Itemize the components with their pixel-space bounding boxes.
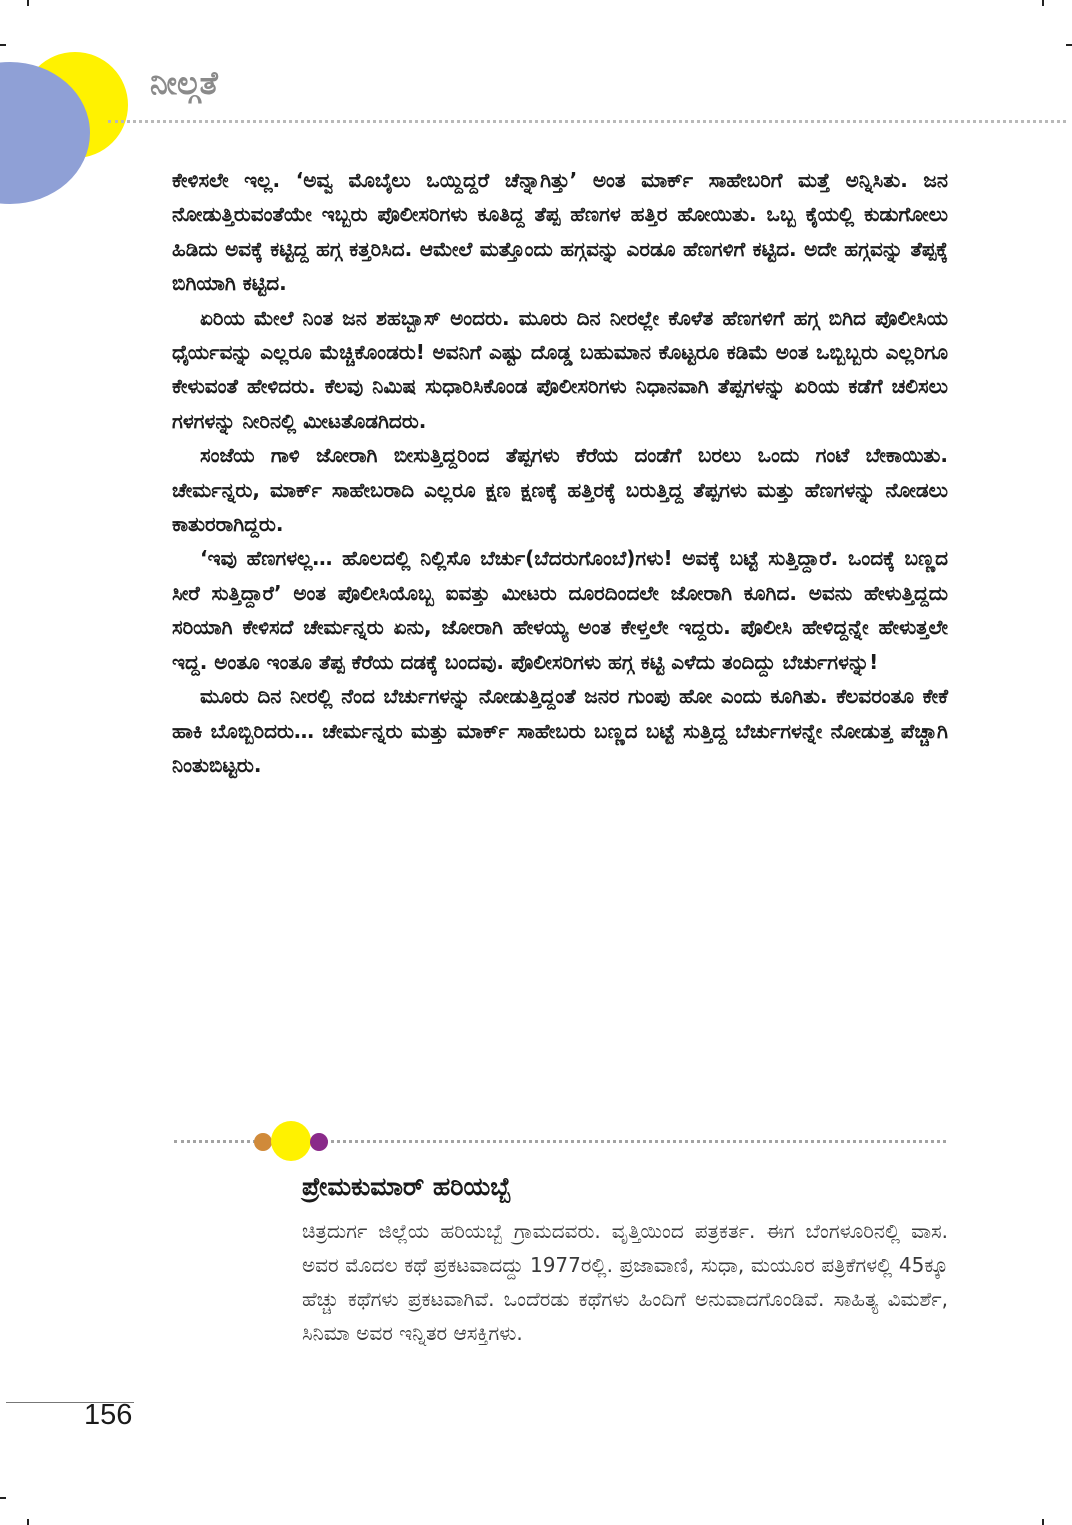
author-bio: ಚಿತ್ರದುರ್ಗ ಜಿಲ್ಲೆಯ ಹರಿಯಬ್ಬೆ ಗ್ರಾಮದವರು. ವೃತ್ತಿಯಿಂದ ಪತ್ರಕರ್ತ. ಈಗ ಬೆಂಗಳೂರಿನಲ್ಲಿ ವಾಸ. ಅವರ ಮೊದಲ ಕಥೆ ಪ್ರಕಟವಾದದ್ದು 1977ರಲ್ಲಿ. ಪ್ರಜಾವಾಣಿ, ಸುಧಾ, ಮಯೂರ ಪತ್ರಿಕೆಗಳಲ್ಲಿ 45ಕ್ಕೂ ಹೆಚ್ಚು ಕಥೆಗಳು ಪ್ರಕಟವಾಗಿವೆ. ಒಂದೆರಡು ಕಥೆಗಳು ಹಿಂದಿಗೆ ಅನುವಾದಗೊಂಡಿವೆ. ಸಾಹಿತ್ಯ ವಿಮರ್ಶೆ, ಸಿನಿಮಾ ಅವರ ಇನ್ನಿತರ ಆಸಕ್ತಿಗಳು. bbox=[302, 1219, 948, 1345]
crop-mark bbox=[0, 1497, 6, 1499]
crop-mark bbox=[1042, 1519, 1044, 1525]
crop-mark bbox=[1042, 0, 1044, 6]
yellow-dot bbox=[271, 1121, 311, 1161]
paragraph: ‘ಇವು ಹೆಣಗಳಲ್ಲ… ಹೊಲದಲ್ಲಿ ನಿಲ್ಲಿಸೊ ಬೆರ್ಚು(ಬೆದರುಗೊಂಬೆ)ಗಳು! ಅವಕ್ಕೆ ಬಟ್ಟೆ ಸುತ್ತಿದ್ದಾರೆ. ಒಂದಕ್ಕೆ ಬಣ್ಣದ ಸೀರೆ ಸುತ್ತಿದ್ದಾರೆ’ ಅಂತ ಪೊಲೀಸಿಯೊಬ್ಬ ಐವತ್ತು ಮೀಟರು ದೂರದಿಂದಲೇ ಜೋರಾಗಿ ಕೂಗಿದ. ಅವನು ಹೇಳುತ್ತಿದ್ದದು ಸರಿಯಾಗಿ ಕೇಳಿಸದೆ ಚೇರ್ಮನ್ನರು ಏನು, ಜೋರಾಗಿ ಹೇಳಯ್ಯ ಅಂತ ಕೇಳ್ತಲೇ ಇದ್ದರು. ಪೊಲೀಸಿ ಹೇಳಿದ್ದನ್ನೇ ಹೇಳುತ್ತಲೇ ಇದ್ದ. ಅಂತೂ ಇಂತೂ ತೆಪ್ಪ ಕೆರೆಯ ದಡಕ್ಕೆ ಬಂದವು. ಪೊಲೀಸರಿಗಳು ಹಗ್ಗ ಕಟ್ಟಿ ಎಳೆದು ತಂದಿದ್ದು ಬೆರ್ಚುಗಳನ್ನು! bbox=[172, 546, 948, 674]
paragraph: ಏರಿಯ ಮೇಲೆ ನಿಂತ ಜನ ಶಹಬ್ಬಾಸ್ ಅಂದರು. ಮೂರು ದಿನ ನೀರಲ್ಲೇ ಕೊಳೆತ ಹೆಣಗಳಿಗೆ ಹಗ್ಗ ಬಿಗಿದ ಪೊಲೀಸಿಯ ಧೈರ್ಯವನ್ನು ಎಲ್ಲರೂ ಮೆಚ್ಚಿಕೊಂಡರು! ಅವನಿಗೆ ಎಷ್ಟು ದೊಡ್ಡ ಬಹುಮಾನ ಕೊಟ್ಟರೂ ಕಡಿಮೆ ಅಂತ ಒಬ್ಬಿಬ್ಬರು ಎಲ್ಲರಿಗೂ ಕೇಳುವಂತೆ ಹೇಳಿದರು. ಕೆಲವು ನಿಮಿಷ ಸುಧಾರಿಸಿಕೊಂಡ ಪೊಲೀಸರಿಗಳು ನಿಧಾನವಾಗಿ ತೆಪ್ಪಗಳನ್ನು ಏರಿಯ ಕಡೆಗೆ ಚಲಿಸಲು ಗಳಗಳನ್ನು ನೀರಿನಲ್ಲಿ ಮೀಟತೊಡಗಿದರು. bbox=[172, 305, 948, 433]
story-body bbox=[172, 163, 948, 782]
purple-dot bbox=[310, 1133, 328, 1151]
paragraph: ಸಂಜೆಯ ಗಾಳಿ ಜೋರಾಗಿ ಬೀಸುತ್ತಿದ್ದರಿಂದ ತೆಪ್ಪಗಳು ಕೆರೆಯ ದಂಡೆಗೆ ಬರಲು ಒಂದು ಗಂಟೆ ಬೇಕಾಯಿತು. ಚೇರ್ಮನ್ನರು, ಮಾರ್ಕ್ ಸಾಹೇಬರಾದಿ ಎಲ್ಲರೂ ಕ್ಷಣ ಕ್ಷಣಕ್ಕೆ ಹತ್ತಿರಕ್ಕೆ ಬರುತ್ತಿದ್ದ ತೆಪ್ಪಗಳು ಮತ್ತು ಹೆಣಗಳನ್ನು ನೋಡಲು ಕಾತುರರಾಗಿದ್ದರು. bbox=[172, 443, 948, 537]
crop-mark bbox=[0, 44, 6, 46]
header-dotted-rule bbox=[108, 120, 1066, 123]
paragraph: ಮೂರು ದಿನ ನೀರಲ್ಲಿ ನೆಂದ ಬೆರ್ಚುಗಳನ್ನು ನೋಡುತ್ತಿದ್ದಂತೆ ಜನರ ಗುಂಪು ಹೋ ಎಂದು ಕೂಗಿತು. ಕೆಲವರಂತೂ ಕೇಕೆ ಹಾಕಿ ಬೊಬ್ಬಿರಿದರು… ಚೇರ್ಮನ್ನರು ಮತ್ತು ಮಾರ್ಕ್ ಸಾಹೇಬರು ಬಣ್ಣದ ಬಟ್ಟೆ ಸುತ್ತಿದ್ದ ಬೆರ್ಚುಗಳನ್ನೇ ನೋಡುತ್ತ ಪೆಚ್ಚಾಗಿ ನಿಂತುಬಿಟ್ಟರು. bbox=[172, 684, 948, 777]
author-name: ಪ್ರೇಮಕುಮಾರ್ ಹರಿಯಬ್ಬೆ bbox=[302, 1172, 512, 1201]
chapter-title: ನೀಲ್ಗತೆ bbox=[150, 64, 218, 102]
orange-dot bbox=[254, 1133, 272, 1151]
page-number: 156 bbox=[84, 1399, 133, 1431]
crop-mark bbox=[1066, 44, 1072, 46]
paragraph: ಕೇಳಿಸಲೇ ಇಲ್ಲ. ‘ಅವ್ವ ಮೊಬೈಲು ಒಯ್ದಿದ್ದರೆ ಚೆನ್ನಾಗಿತ್ತು’ ಅಂತ ಮಾರ್ಕ್ ಸಾಹೇಬರಿಗೆ ಮತ್ತೆ ಅನ್ನಿಸಿತು. ಜನ ನೋಡುತ್ತಿರುವಂತೆಯೇ ಇಬ್ಬರು ಪೊಲೀಸರಿಗಳು ಕೂತಿದ್ದ ತೆಪ್ಪ ಹೆಣಗಳ ಹತ್ತಿರ ಹೋಯಿತು. ಒಬ್ಬ ಕೈಯಲ್ಲಿ ಕುಡುಗೋಲು ಹಿಡಿದು ಅವಕ್ಕೆ ಕಟ್ಟಿದ್ದ ಹಗ್ಗ ಕತ್ತರಿಸಿದ. ಆಮೇಲೆ ಮತ್ತೊಂದು ಹಗ್ಗವನ್ನು ಎರಡೂ ಹೆಣಗಳಿಗೆ ಕಟ್ಟಿದ. ಅದೇ ಹಗ್ಗವನ್ನು ತೆಪ್ಪಕ್ಕೆ ಬಿಗಿಯಾಗಿ ಕಟ್ಟಿದ. bbox=[172, 168, 948, 296]
crop-mark bbox=[27, 0, 29, 6]
crop-mark bbox=[27, 1519, 29, 1525]
